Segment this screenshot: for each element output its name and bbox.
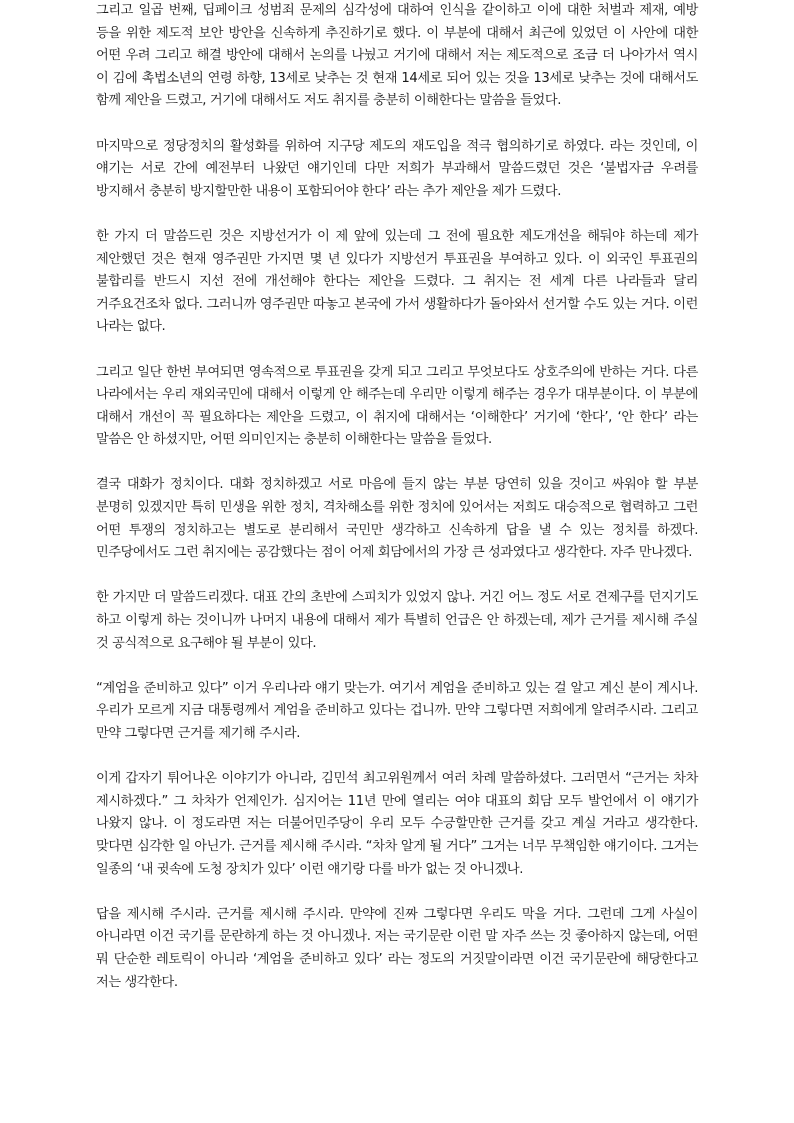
paragraph-4: 그리고 일단 한번 부여되면 영속적으로 투표권을 갖게 되고 그리고 무엇보다도 상호주의에 반하는 거다. 다른 나라에서는 우리 재외국민에 대해서 이렇게 안 해주는데 우리만 이렇게 해주는 경우가 대부분이다. 이 부분에 대해서 개선이 꼭 필요하다는 제안을 드렸고, 이 취지에 대해서는 ‘이해한다’ 거기에 ‘한다’, ‘안 한다’ 라는 말씀은 안 하셨지만, 어떤 의미인지는 충분히 이해한다는 말씀을 들었다.: [96, 364, 698, 448]
paragraph-1: 그리고 일곱 번째, 딥페이크 성범죄 문제의 심각성에 대하여 인식을 같이하고 이에 대한 처벌과 제재, 예방 등을 위한 제도적 보안 방안을 신속하게 추진하기로 했다. 이 부분에 대해서 최근에 있었던 이 사안에 대한 어떤 우려 그리고 해결 방안에 대해서 논의를 나눴고 거기에 대해서 저는 제도적으로 조금 더 나아가서 역시 이 김에 촉법소년의 연령 하향, 13세로 낮추는 것 현재 14세로 되어 있는 것을 13세로 낮추는 것에 대해서도 함께 제안을 드렸고, 거기에 대해서도 저도 취지를 충분히 이해한다는 말씀을 들었다.: [96, 3, 698, 109]
paragraph-2: 마지막으로 정당정치의 활성화를 위하여 지구당 제도의 재도입을 적극 협의하기로 하였다. 라는 것인데, 이 얘기는 서로 간에 예전부터 나왔던 얘기인데 다만 저희가 부과해서 말씀드렸던 것은 ‘불법자금 우려를 방지해서 충분히 방지할만한 내용이 포함되어야 한다’ 라는 추가 제안을 제가 드렸다.: [96, 138, 698, 199]
paragraph-3: 한 가지 더 말씀드린 것은 지방선거가 이 제 앞에 있는데 그 전에 필요한 제도개선을 해둬야 하는데 제가 제안했던 것은 현재 영주권만 가지면 몇 년 있다가 지방선거 투표권을 부여하고 있다. 이 외국인 투표권의 불합리를 반드시 지선 전에 개선해야 한다는 제안을 드렸다. 그 취지는 전 세계 다른 나라들과 달리 거주요건조차 없다. 그러니까 영주권만 따놓고 본국에 가서 생활하다가 돌아와서 선거할 수도 있는 거다. 이런 나라는 없다.: [96, 228, 698, 335]
paragraph-5: 결국 대화가 정치이다. 대화 정치하겠고 서로 마음에 들지 않는 부분 당연히 있을 것이고 싸워야 할 부분 분명히 있겠지만 특히 민생을 위한 정치, 격차해소를 위한 정치에 있어서는 저희도 대승적으로 협력하고 그런 어떤 투쟁의 정치하고는 별도로 분리해서 국민만 생각하고 신속하게 답을 낼 수 있는 정치를 하겠다. 민주당에서도 그런 취지에는 공감했다는 점이 어제 회담에서의 가장 큰 성과였다고 생각한다. 자주 만나겠다.: [96, 477, 698, 561]
document-body: [96, 0, 698, 1017]
paragraph-9: 답을 제시해 주시라. 근거를 제시해 주시라. 만약에 진짜 그렇다면 우리도 막을 거다. 그런데 그게 사실이 아니라면 이건 국기를 문란하게 하는 것 아니겠나. 저는 국기문란 이런 말 자주 쓰는 것 좋아하지 않는데, 어떤 뭐 단순한 레토릭이 아니라 ‘계엄을 준비하고 있다’ 라는 정도의 거짓말이라면 이건 국기문란에 해당한다고 저는 생각한다.: [96, 906, 698, 990]
paragraph-7: “계엄을 준비하고 있다” 이거 우리나라 얘기 맞는가. 여기서 계엄을 준비하고 있는 걸 알고 계신 분이 계시나. 우리가 모르게 지금 대통령께서 계엄을 준비하고 있다는 겁니까. 만약 그렇다면 저희에게 알려주시라. 그리고 만약 그렇다면 근거를 제기해 주시라.: [96, 680, 698, 741]
paragraph-6: 한 가지만 더 말씀드리겠다. 대표 간의 초반에 스피치가 있었지 않나. 거긴 어느 정도 서로 견제구를 던지기도 하고 이렇게 하는 것이니까 나머지 내용에 대해서 제가 특별히 언급은 안 하겠는데, 제가 근거를 제시해 주실 것 공식적으로 요구해야 될 부분이 있다.: [96, 590, 698, 651]
paragraph-8: 이게 갑자기 튀어나온 이야기가 아니라, 김민석 최고위원께서 여러 차례 말씀하셨다. 그러면서 “근거는 차차 제시하겠다.” 그 차차가 언제인가. 심지어는 11년 만에 열리는 여야 대표의 회담 모두 발언에서 이 얘기가 나왔지 않나. 이 정도라면 저는 더불어민주당이 우리 모두 수긍할만한 근거를 갖고 계실 거라고 생각한다. 맞다면 심각한 일 아닌가. 근거를 제시해 주시라. “차차 알게 될 거다” 그거는 너무 무책임한 얘기이다. 그거는 일종의 ‘내 귓속에 도청 장치가 있다’ 이런 얘기랑 다를 바가 없는 것 아니겠나.: [96, 771, 698, 877]
